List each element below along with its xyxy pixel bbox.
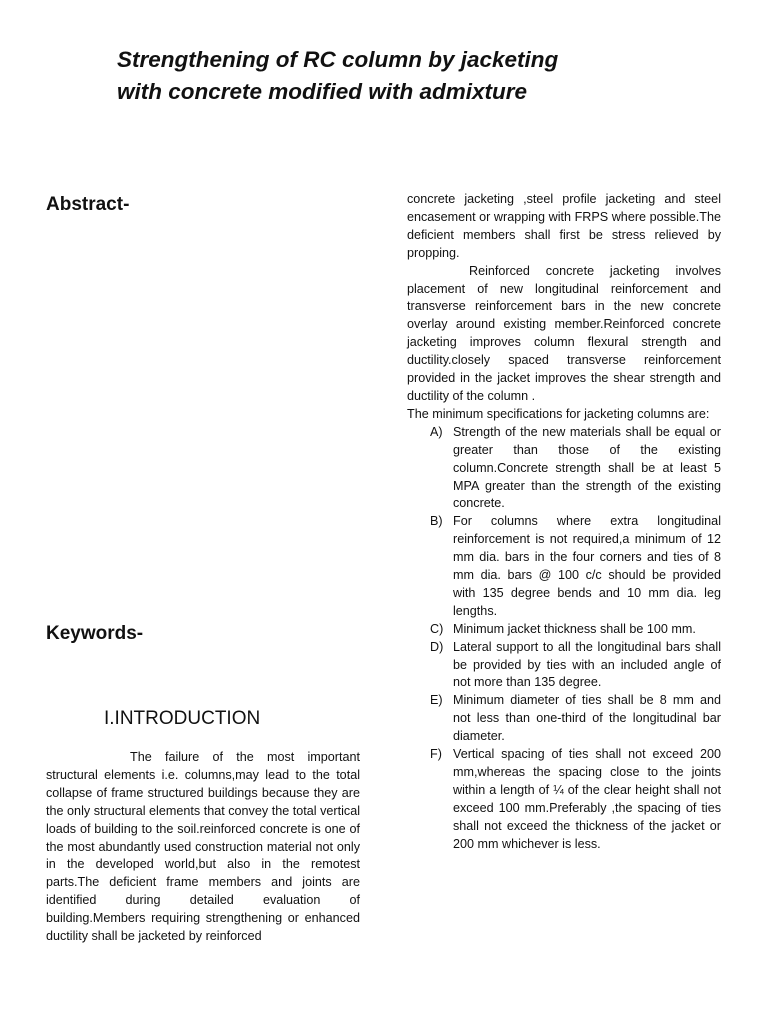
introduction-heading: I.INTRODUCTION	[104, 708, 261, 729]
spec-item-d	[407, 639, 721, 693]
introduction-text: The failure of the most important structural elements i.e. columns,may lead to the total collapse of frame structured buildings because they are the only structural elements that convey the total vertical loads of building to the soil.reinforced concrete is one of the most abundantly used construction material not only in the developed world,but also in the remotest parts.The deficient frame members and joints are identified during detailed evaluation of building.Members requiring strengthening or enhanced ductility shall be jacketed by reinforced	[46, 750, 360, 944]
specifications-list	[407, 424, 721, 854]
spec-marker: B)	[430, 514, 443, 529]
rc-jacketing-paragraph: Reinforced concrete jacketing involves placement of new longitudinal reinforcement and transverse reinforcement bars in the new concrete overlay around existing member.Reinforced concrete jacketing improves column flexural strength and ductility.closely spaced transverse reinforcement provided in the jacket improves the shear strength and ductility of the column .	[407, 263, 721, 403]
spec-text: Minimum diameter of ties shall be 8 mm and not less than one-third of the longitudinal bar diameter.	[453, 693, 721, 744]
spec-text: Lateral support to all the longitudinal bars shall be provided by ties with an included angle of not more than 135 degree.	[453, 639, 721, 690]
paper-title-line-2: with concrete modified with admixture	[117, 79, 528, 104]
paper-title-line-1: Strengthening of RC column by jacketing	[117, 47, 559, 72]
jacketing-methods-paragraph: concrete jacketing ,steel profile jacketing and steel encasement or wrapping with FRPS where possible.The deficient members shall first be stress relieved by propping.	[407, 192, 721, 260]
paper-title	[117, 44, 677, 108]
spec-text: Minimum jacket thickness shall be 100 mm.	[453, 621, 696, 636]
spec-text: Strength of the new materials shall be equal or greater than those of the existing column.Concrete strength shall be at least 5 MPA greater than the strength of the existing concrete.	[453, 424, 721, 511]
intro-indent	[46, 750, 130, 764]
spec-marker: C)	[430, 621, 444, 636]
keywords-heading: Keywords-	[46, 623, 144, 644]
spec-marker: D)	[430, 639, 444, 654]
spec-marker: A)	[430, 424, 443, 439]
spec-text: Vertical spacing of ties shall not exceed 200 mm,whereas the spacing close to the joints within a length of ¼ of the clear height shall not exceed 100 mm.Preferably ,the spacing of ties shall not exceed the thickness of the jacket or 200 mm whichever is less.	[453, 747, 721, 851]
spec-marker: E)	[430, 693, 443, 708]
spec-marker: F)	[430, 747, 442, 762]
spec-text: For columns where extra longitudinal reinforcement is not required,a minimum of 12 mm dia. bars in the four corners and ties of 8 mm dia. bars @ 100 c/c should be provided with 135 degree bends and 10 mm dia. leg lengths.	[453, 514, 721, 618]
spec-item-e	[407, 692, 721, 746]
abstract-heading: Abstract-	[46, 194, 130, 215]
spec-item-c	[407, 621, 721, 639]
specifications-intro: The minimum specifications for jacketing columns are:	[407, 406, 710, 421]
right-column	[407, 191, 721, 854]
introduction-paragraph	[46, 749, 360, 946]
spec-item-a	[407, 424, 721, 514]
spec-item-b	[407, 513, 721, 620]
spec-item-f	[407, 746, 721, 853]
